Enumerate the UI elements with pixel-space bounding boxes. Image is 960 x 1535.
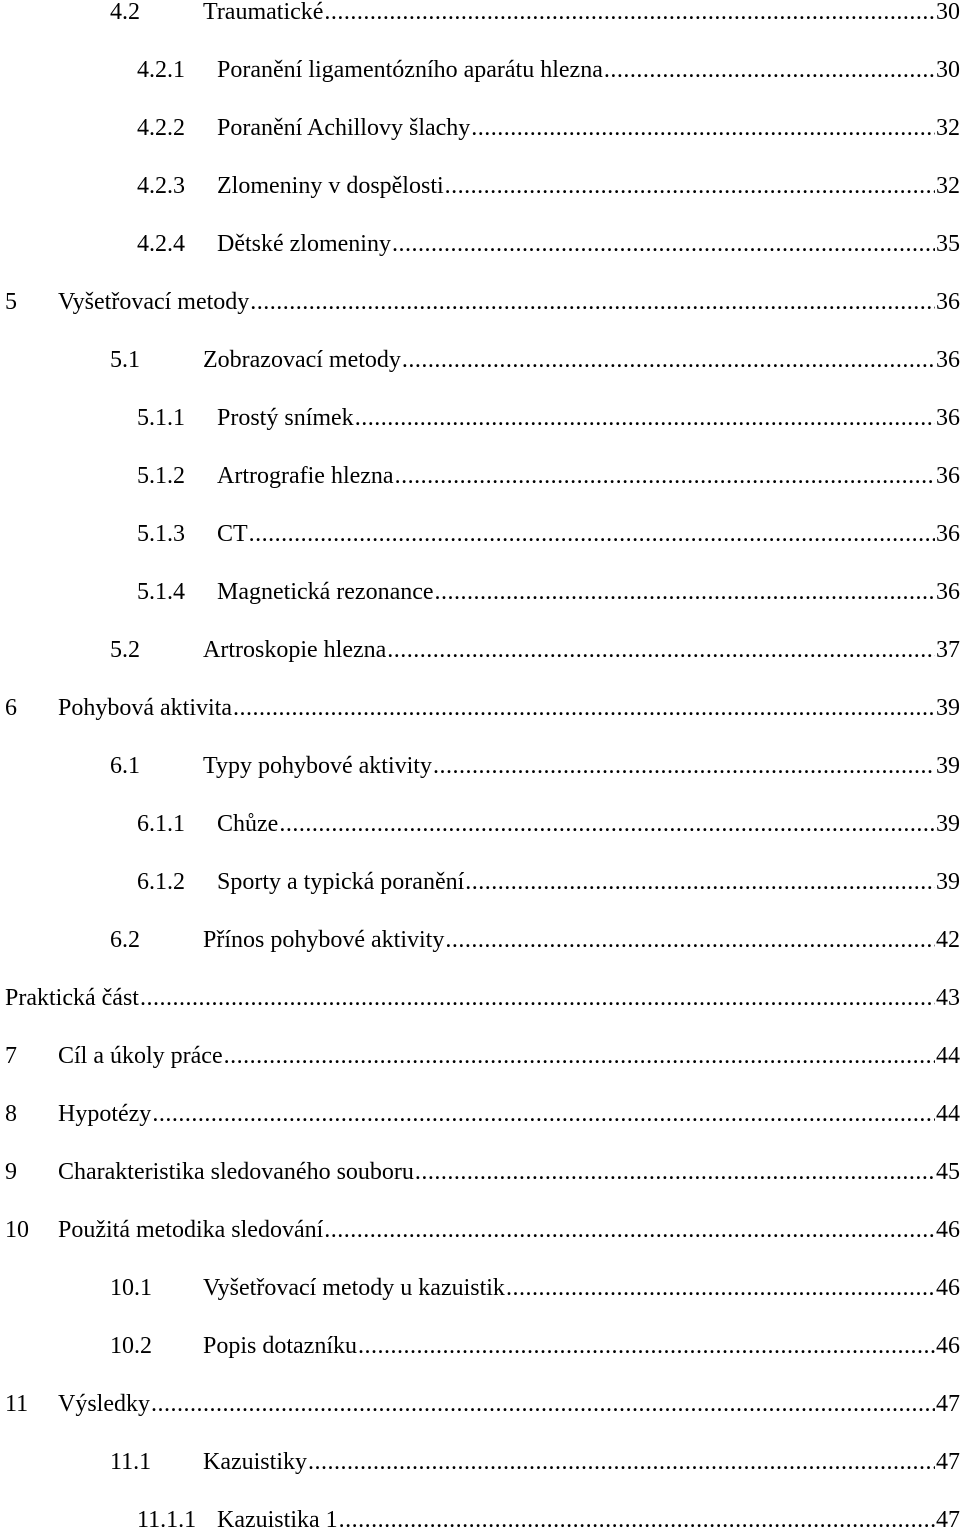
toc-dot-leader [233, 693, 935, 723]
toc-entry[interactable] [110, 1447, 960, 1477]
toc-entry-title: Dětské zlomeniny [217, 231, 391, 257]
toc-entry-title: Hypotézy [58, 1101, 152, 1127]
toc-entry-page: 42 [936, 927, 960, 953]
toc-entry-page: 30 [936, 0, 960, 25]
toc-dot-leader [392, 229, 935, 259]
toc-entry-title: Sporty a typická poranění [217, 869, 465, 895]
toc-entry[interactable] [110, 635, 960, 665]
toc-entry-page: 36 [936, 347, 960, 373]
toc-entry-number: 6.1.2 [137, 869, 185, 895]
toc-entry-title: Traumatické [203, 0, 324, 25]
toc-entry[interactable] [5, 1389, 960, 1419]
toc-entry[interactable] [5, 1041, 960, 1071]
toc-entry-page: 47 [936, 1507, 960, 1533]
toc-entry-title: Vyšetřovací metody [58, 289, 250, 315]
toc-dot-leader [355, 403, 935, 433]
toc-dot-leader [324, 0, 935, 27]
toc-entry-page: 43 [936, 985, 960, 1011]
toc-entry[interactable] [110, 0, 960, 27]
toc-entry-number: 10 [5, 1217, 29, 1243]
toc-entry-title: Kazuistiky [203, 1449, 307, 1475]
toc-entry[interactable] [5, 983, 960, 1013]
toc-entry-number: 5.2 [110, 637, 140, 663]
toc-entry-number: 5.1.3 [137, 521, 185, 547]
toc-entry-title: Typy pohybové aktivity [203, 753, 432, 779]
toc-entry-page: 30 [936, 57, 960, 83]
toc-entry-page: 36 [936, 521, 960, 547]
toc-entry-number: 6.2 [110, 927, 140, 953]
toc-entry-number: 11.1 [110, 1449, 152, 1475]
toc-entry-page: 39 [936, 753, 960, 779]
toc-entry-number: 11 [5, 1391, 29, 1417]
toc-entry-title: Přínos pohybové aktivity [203, 927, 445, 953]
toc-dot-leader [151, 1389, 935, 1419]
toc-dot-leader [435, 577, 935, 607]
toc-entry-number: 8 [5, 1101, 17, 1127]
toc-entry-title: Artrografie hlezna [217, 463, 394, 489]
toc-dot-leader [140, 983, 935, 1013]
toc-entry-number: 4.2.2 [137, 115, 185, 141]
toc-dot-leader [249, 519, 935, 549]
toc-dot-leader [402, 345, 935, 375]
toc-entry[interactable] [5, 287, 960, 317]
toc-entry[interactable] [137, 229, 960, 259]
toc-entry-page: 46 [936, 1275, 960, 1301]
toc-entry[interactable] [110, 345, 960, 375]
toc-entry-title: Zobrazovací metody [203, 347, 401, 373]
toc-entry-title: Cíl a úkoly práce [58, 1043, 223, 1069]
toc-entry[interactable] [137, 55, 960, 85]
toc-entry[interactable] [137, 1505, 960, 1535]
toc-entry-number: 5.1.4 [137, 579, 185, 605]
toc-entry-number: 6.1 [110, 753, 140, 779]
toc-entry-page: 39 [936, 811, 960, 837]
toc-entry-number: 5.1 [110, 347, 140, 373]
toc-entry[interactable] [137, 461, 960, 491]
toc-entry[interactable] [110, 751, 960, 781]
toc-entry-title: Pohybová aktivita [58, 695, 232, 721]
toc-entry-number: 4.2.1 [137, 57, 185, 83]
toc-entry-title: Artroskopie hlezna [203, 637, 387, 663]
toc-entry-number: 10.2 [110, 1333, 152, 1359]
toc-entry-number: 11.1.1 [137, 1507, 197, 1533]
toc-entry-number: 5 [5, 289, 17, 315]
toc-entry-page: 36 [936, 289, 960, 315]
toc-entry-title: Zlomeniny v dospělosti [217, 173, 444, 199]
toc-entry-title: Kazuistika 1 [217, 1507, 338, 1533]
toc-entry-title: Poranění ligamentózního aparátu hlezna [217, 57, 603, 83]
toc-entry[interactable] [137, 577, 960, 607]
toc-entry-title: Prostý snímek [217, 405, 354, 431]
toc-dot-leader [433, 751, 935, 781]
toc-entry-number: 6 [5, 695, 17, 721]
toc-dot-leader [604, 55, 935, 85]
toc-dot-leader [506, 1273, 935, 1303]
toc-entry[interactable] [137, 113, 960, 143]
toc-entry-title: Poranění Achillovy šlachy [217, 115, 471, 141]
toc-entry-page: 36 [936, 579, 960, 605]
toc-entry-page: 36 [936, 463, 960, 489]
toc-dot-leader [279, 809, 935, 839]
toc-entry-title: Vyšetřovací metody u kazuistik [203, 1275, 505, 1301]
toc-entry[interactable] [5, 1215, 960, 1245]
toc-entry-number: 6.1.1 [137, 811, 185, 837]
toc-entry-page: 32 [936, 173, 960, 199]
toc-dot-leader [395, 461, 935, 491]
toc-entry-title: Použitá metodika sledování [58, 1217, 324, 1243]
toc-entry-page: 47 [936, 1391, 960, 1417]
toc-dot-leader [152, 1099, 935, 1129]
toc-entry[interactable] [137, 867, 960, 897]
toc-dot-leader [445, 171, 935, 201]
toc-entry-page: 36 [936, 405, 960, 431]
toc-entry[interactable] [137, 809, 960, 839]
toc-entry-number: 9 [5, 1159, 17, 1185]
toc-entry-title: Magnetická rezonance [217, 579, 434, 605]
toc-entry-title: Charakteristika sledovaného souboru [58, 1159, 414, 1185]
toc-entry-title: Výsledky [58, 1391, 150, 1417]
toc-entry-number: 4.2.4 [137, 231, 185, 257]
toc-entry-page: 32 [936, 115, 960, 141]
toc-entry-title: CT [217, 521, 248, 547]
toc-entry-title: Chůze [217, 811, 279, 837]
toc-dot-leader [358, 1331, 935, 1361]
toc-dot-leader [415, 1157, 935, 1187]
toc-entry[interactable] [110, 1331, 960, 1361]
toc-dot-leader [308, 1447, 935, 1477]
toc-entry-page: 35 [936, 231, 960, 257]
toc-dot-leader [471, 113, 935, 143]
toc-dot-leader [445, 925, 935, 955]
toc-entry[interactable] [137, 403, 960, 433]
toc-entry[interactable] [5, 1157, 960, 1187]
toc-entry-title: Popis dotazníku [203, 1333, 357, 1359]
toc-entry-number: 4.2 [110, 0, 140, 25]
toc-entry-page: 44 [936, 1043, 960, 1069]
toc-dot-leader [465, 867, 935, 897]
toc-entry-number: 5.1.2 [137, 463, 185, 489]
toc-entry[interactable] [137, 171, 960, 201]
toc-entry[interactable] [137, 519, 960, 549]
toc-entry-page: 46 [936, 1333, 960, 1359]
toc-dot-leader [324, 1215, 935, 1245]
toc-entry-page: 39 [936, 695, 960, 721]
toc-dot-leader [250, 287, 935, 317]
toc-entry-page: 44 [936, 1101, 960, 1127]
toc-entry[interactable] [5, 1099, 960, 1129]
toc-entry[interactable] [110, 1273, 960, 1303]
toc-entry-number: 7 [5, 1043, 17, 1069]
toc-dot-leader [387, 635, 935, 665]
toc-entry-number: 4.2.3 [137, 173, 185, 199]
toc-entry-title: Praktická část [5, 985, 139, 1011]
toc-entry-number: 5.1.1 [137, 405, 185, 431]
toc-entry-page: 46 [936, 1217, 960, 1243]
toc-dot-leader [339, 1505, 935, 1535]
toc-entry[interactable] [110, 925, 960, 955]
toc-entry-number: 10.1 [110, 1275, 152, 1301]
toc-entry-page: 47 [936, 1449, 960, 1475]
toc-entry-page: 39 [936, 869, 960, 895]
toc-entry-page: 37 [936, 637, 960, 663]
toc-entry[interactable] [5, 693, 960, 723]
toc-dot-leader [224, 1041, 935, 1071]
toc-entry-page: 45 [936, 1159, 960, 1185]
